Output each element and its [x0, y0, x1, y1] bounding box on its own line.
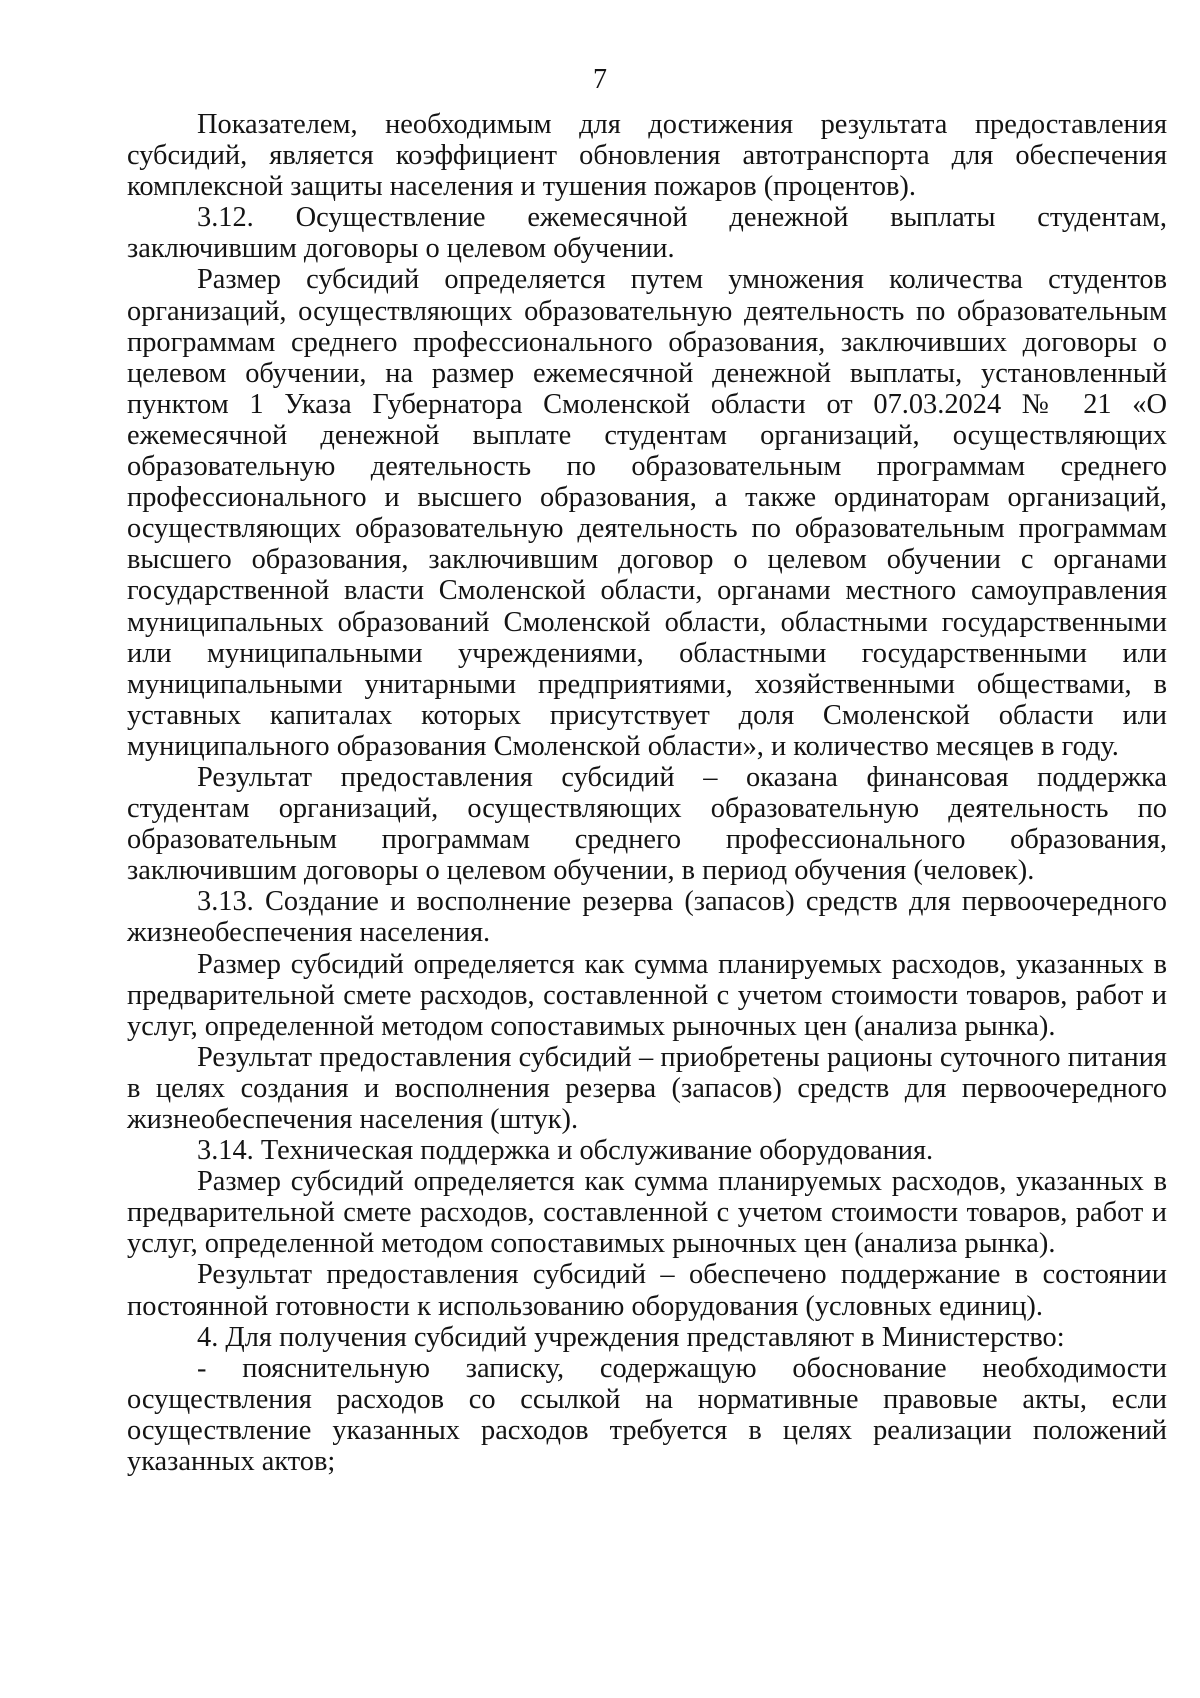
paragraph-indicator: Показателем, необходимым для достижения результата предоставления субсидий, является коэффициент обновления автотранспорта для обеспечения комплексной защиты населения и тушения пожаров (процентов). — [127, 109, 1167, 203]
paragraph-3-13-size: Размер субсидий определяется как сумма планируемых расходов, указанных в предварительной смете расходов, составленной с учетом стоимости товаров, работ и услуг, определенной методом сопоставимых рыночных цен (анализа рынка). — [127, 948, 1167, 1042]
paragraph-3-14-result: Результат предоставления субсидий – обеспечено поддержание в состоянии постоянной готовности к использованию оборудования (условных единиц). — [127, 1259, 1167, 1322]
paragraph-3-12-heading: 3.12. Осуществление ежемесячной денежной выплаты студентам, заключившим договоры о целевом обучении. — [127, 202, 1167, 265]
paragraph-4-list-item: - пояснительную записку, содержащую обоснование необходимости осуществления расходов со ссылкой на нормативные правовые акты, если осуществление указанных расходов требуется в целях реализации положений указанных актов; — [127, 1352, 1167, 1478]
document-body — [127, 109, 1167, 1477]
paragraph-3-12-size: Размер субсидий определяется путем умножения количества студентов организаций, осуществляющих образовательную деятельность по образовательным программам среднего профессионального образования, заключивших договоры о целевом обучении, на размер ежемесячной денежной выплаты, установленный пунктом 1 Указа Губернатора Смоленской области от 07.03.2024 № 21 «О ежемесячной денежной выплате студентам организаций, осуществляющих образовательную деятельность по образовательным программам среднего профессионального и высшего образования, а также ординаторам организаций, осуществляющих образовательную деятельность по образовательным программам высшего образования, заключившим договор о целевом обучении с органами государственной власти Смоленской области, органами местного самоуправления муниципальных образований Смоленской области, областными государственными или муниципальными учреждениями, областными государственными или муниципальными унитарными предприятиями, хозяйственными обществами, в уставных капиталах которых присутствует доля Смоленской области или муниципального образования Смоленской области», и количество месяцев в году. — [127, 264, 1167, 762]
paragraph-3-13-heading: 3.13. Создание и восполнение резерва (запасов) средств для первоочередного жизнеобеспечения населения. — [127, 886, 1167, 949]
paragraph-3-14-heading: 3.14. Техническая поддержка и обслуживание оборудования. — [197, 1135, 934, 1167]
paragraph-3-12-result: Результат предоставления субсидий – оказана финансовая поддержка студентам организаций, осуществляющих образовательную деятельность по образовательным программам среднего профессионального образования, заключившим договоры о целевом обучении, в период обучения (человек). — [127, 761, 1167, 887]
paragraph-3-14-size: Размер субсидий определяется как сумма планируемых расходов, указанных в предварительной смете расходов, составленной с учетом стоимости товаров, работ и услуг, определенной методом сопоставимых рыночных цен (анализа рынка). — [127, 1166, 1167, 1260]
paragraph-4-heading: 4. Для получения субсидий учреждения представляют в Министерство: — [197, 1321, 1065, 1353]
page-number: 7 — [593, 64, 607, 95]
paragraph-3-13-result: Результат предоставления субсидий – приобретены рационы суточного питания в целях создания и восполнения резерва (запасов) средств для первоочередного жизнеобеспечения населения (штук). — [127, 1041, 1167, 1135]
